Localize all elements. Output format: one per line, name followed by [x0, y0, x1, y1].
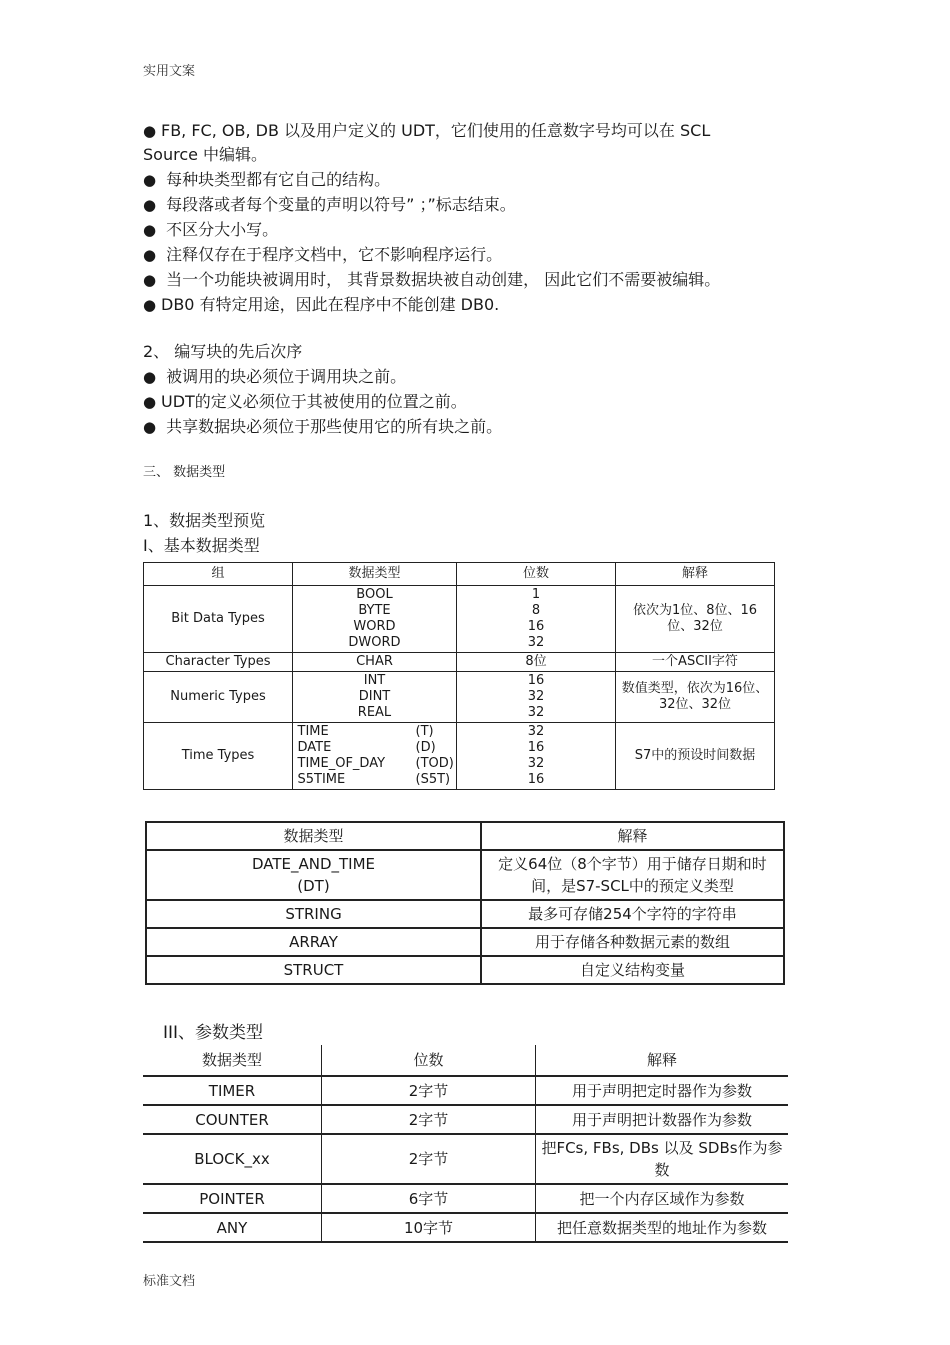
size-cell: 6字节 [322, 1184, 536, 1213]
type-abbr: (S5T) [415, 772, 451, 787]
bullet-item [143, 366, 406, 388]
group-cell: Time Types [144, 723, 293, 790]
description-cell: S7中的预设时间数据 [616, 723, 775, 790]
type-abbr: (TOD) [415, 756, 454, 771]
description-cell: 数值类型，依次为16位、32位、32位 [616, 672, 775, 723]
size-cell: 10字节 [322, 1213, 536, 1242]
type-line: STRUCT [283, 961, 344, 979]
table-row [144, 653, 775, 672]
description-cell: 把一个内存区域作为参数 [536, 1184, 789, 1213]
bullet-text: 每种块类型都有它自己的结构。 [166, 170, 391, 189]
bit-value: 32 [527, 635, 545, 650]
bullet-text: 当一个功能块被调用时， 其背景数据块被自动创建， 因此它们不需要被编辑。 [166, 270, 721, 289]
bullet-dot: ● [143, 271, 157, 289]
type-name: TIME [297, 724, 329, 739]
bullet-text: FB, FC, OB, DB 以及用户定义的 UDT，它们使用的任意数字号均可以在 SCL [161, 121, 711, 140]
table-row [143, 1213, 788, 1242]
description-cell: 把FCs, FBs, DBs 以及 SDBs作为参数 [536, 1134, 789, 1184]
page-footer: 标准文档 [143, 1274, 196, 1289]
type-cell [146, 900, 481, 928]
bit-value: 8位 [525, 654, 547, 669]
type-entry [297, 619, 452, 635]
types-cell [293, 723, 457, 790]
bullet-dot: ● [143, 122, 157, 140]
bullet-text: DB0 有特定用途，因此在程序中不能创建 DB0. [161, 295, 500, 314]
table-header-row [143, 1045, 788, 1076]
table-row [143, 1134, 788, 1184]
type-name: WORD [353, 619, 396, 634]
bit-value: 16 [527, 740, 545, 755]
bullet-dot: ● [143, 296, 157, 314]
table-row [143, 1184, 788, 1213]
type-entry [297, 603, 452, 619]
description-cell: 最多可存储254个字符的字符串 [481, 900, 784, 928]
section-heading: 2、 编写块的先后次序 [143, 342, 303, 361]
table-row [144, 723, 775, 790]
type-cell: COUNTER [143, 1105, 322, 1134]
size-cell: 2字节 [322, 1105, 536, 1134]
bullet-dot: ● [143, 246, 157, 264]
bullet-dot: ● [143, 196, 157, 214]
description-cell: 定义64位（8个字节）用于储存日期和时间，是S7-SCL中的预定义类型 [481, 850, 784, 900]
type-name: TIME_OF_DAY [297, 756, 386, 771]
bit-value: 32 [527, 705, 545, 720]
type-name: DINT [358, 689, 391, 704]
type-entry [297, 705, 452, 721]
type-cell [146, 850, 481, 900]
type-name: S5TIME [297, 772, 346, 787]
description-cell: 把任意数据类型的地址作为参数 [536, 1213, 789, 1242]
description-cell: 一个ASCII字符 [616, 653, 775, 672]
table-header-cell: 解释 [616, 563, 775, 586]
type-abbr: (D) [415, 740, 436, 755]
bullet-item [143, 416, 502, 438]
types-cell [293, 672, 457, 723]
bullet-item [143, 120, 710, 142]
type-name: DATE [297, 740, 332, 755]
bullet-text: 注释仅存在于程序文档中，它不影响程序运行。 [166, 245, 503, 264]
type-line: DATE_AND_TIME [251, 855, 376, 873]
table-header-cell: 解释 [536, 1045, 789, 1076]
group-cell: Bit Data Types [144, 586, 293, 653]
types-cell [293, 586, 457, 653]
basic-data-types-table [143, 562, 775, 790]
type-entry [297, 689, 452, 705]
bullet-dot: ● [143, 418, 157, 436]
bits-cell [457, 586, 616, 653]
type-name: INT [363, 673, 386, 688]
bit-value: 16 [527, 619, 545, 634]
bit-value: 16 [527, 673, 545, 688]
type-line: (DT) [297, 877, 330, 895]
type-entry [297, 654, 452, 670]
bullet-dot: ● [143, 393, 157, 411]
group-cell: Numeric Types [144, 672, 293, 723]
type-cell: TIMER [143, 1076, 322, 1105]
bit-value: 1 [531, 587, 541, 602]
bullet-dot: ● [143, 368, 157, 386]
bit-value: 32 [527, 756, 545, 771]
type-cell: ANY [143, 1213, 322, 1242]
bullet-item [143, 219, 278, 241]
type-name: DWORD [348, 635, 401, 650]
bullet-item [143, 294, 499, 316]
type-name: REAL [357, 705, 392, 720]
bullet-text: 共享数据块必须位于那些使用它的所有块之前。 [166, 417, 503, 436]
bullet-item [143, 194, 516, 216]
parameter-types-table [143, 1045, 788, 1243]
description-cell: 用于存储各种数据元素的数组 [481, 928, 784, 956]
bullet-text: UDT的定义必须位于其被使用的位置之前。 [161, 392, 467, 411]
table-header-row [146, 822, 784, 850]
type-entry [297, 587, 452, 603]
bits-cell [457, 653, 616, 672]
table-row [146, 900, 784, 928]
type-entry [297, 635, 452, 651]
table-row [143, 1105, 788, 1134]
bullet-item [143, 244, 502, 266]
subsection-heading: Ⅰ、基本数据类型 [143, 536, 260, 555]
size-cell: 2字节 [322, 1076, 536, 1105]
type-entry [297, 740, 452, 756]
bit-value: 32 [527, 689, 545, 704]
bit-value: 16 [527, 772, 545, 787]
bullet-text: 每段落或者每个变量的声明以符号” ；”标志结束。 [166, 195, 516, 214]
type-line: STRING [285, 905, 342, 923]
bullet-dot: ● [143, 221, 157, 239]
table-title: III、参数类型 [163, 1023, 264, 1043]
types-cell [293, 653, 457, 672]
bit-value: 32 [527, 724, 545, 739]
table-row [143, 1076, 788, 1105]
type-cell: POINTER [143, 1184, 322, 1213]
bullet-item [143, 169, 390, 191]
type-cell [146, 928, 481, 956]
type-entry [297, 756, 452, 772]
bullet-text: 被调用的块必须位于调用块之前。 [166, 367, 407, 386]
bits-cell [457, 672, 616, 723]
bullet-item [143, 269, 720, 291]
type-cell: BLOCK_xx [143, 1134, 322, 1184]
page-header: 实用文案 [143, 64, 196, 79]
type-name: CHAR [356, 654, 393, 669]
type-cell [146, 956, 481, 984]
type-name: BOOL [356, 587, 393, 602]
description-cell: 用于声明把计数器作为参数 [536, 1105, 789, 1134]
type-entry [297, 772, 452, 788]
table-header-cell: 组 [144, 563, 293, 586]
composite-data-types-table [145, 821, 785, 985]
description-cell: 依次为1位、8位、16位、32位 [616, 586, 775, 653]
table-row [144, 586, 775, 653]
table-header-cell: 数据类型 [143, 1045, 322, 1076]
bullet-text: 不区分大小写。 [166, 220, 279, 239]
description-cell: 自定义结构变量 [481, 956, 784, 984]
bullet-item [143, 391, 467, 413]
bits-cell [457, 723, 616, 790]
table-row [146, 850, 784, 900]
bullet-continuation: Source 中编辑。 [143, 145, 268, 164]
bit-value: 8 [531, 603, 541, 618]
subsection-heading: 1、数据类型预览 [143, 511, 266, 530]
table-row [146, 928, 784, 956]
table-row [144, 672, 775, 723]
table-header-cell: 解释 [481, 822, 784, 850]
type-entry [297, 673, 452, 689]
bullet-dot: ● [143, 171, 157, 189]
group-cell: Character Types [144, 653, 293, 672]
table-row [146, 956, 784, 984]
size-cell: 2字节 [322, 1134, 536, 1184]
type-line: ARRAY [289, 933, 338, 951]
table-header-row [144, 563, 775, 586]
table-header-cell: 位数 [457, 563, 616, 586]
table-header-cell: 位数 [322, 1045, 536, 1076]
type-abbr: (T) [415, 724, 434, 739]
type-name: BYTE [358, 603, 391, 618]
description-cell: 用于声明把定时器作为参数 [536, 1076, 789, 1105]
type-entry [297, 724, 452, 740]
table-header-cell: 数据类型 [293, 563, 457, 586]
section-heading: 三、 数据类型 [143, 465, 226, 480]
table-header-cell: 数据类型 [146, 822, 481, 850]
